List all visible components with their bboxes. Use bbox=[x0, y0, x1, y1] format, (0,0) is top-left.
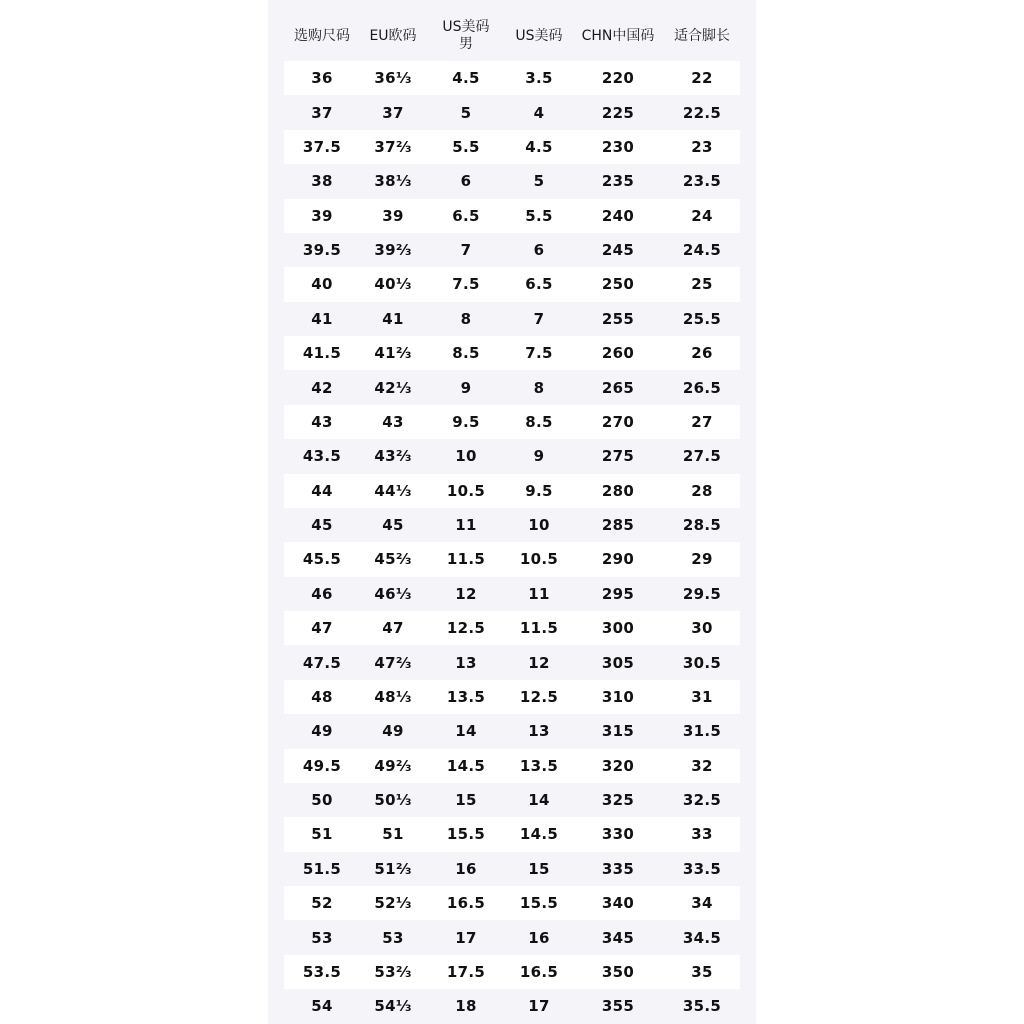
cell-eu-size: 50⅓ bbox=[374, 791, 412, 810]
cell-chn-size: 295 bbox=[601, 584, 635, 603]
cell-us-men-size: 4.5 bbox=[452, 69, 480, 88]
cell-us-men-size: 7 bbox=[460, 241, 472, 260]
cell-us-men-size: 17 bbox=[455, 928, 477, 947]
cell-selected-size: 47 bbox=[311, 619, 333, 638]
cell-foot-length: 22.5 bbox=[682, 103, 722, 122]
cell-us-size: 7.5 bbox=[525, 344, 553, 363]
cell-chn-size: 310 bbox=[601, 687, 635, 706]
cell-chn-size: 350 bbox=[601, 962, 635, 981]
table-row bbox=[284, 336, 740, 370]
cell-chn-size: 330 bbox=[601, 825, 635, 844]
table-row bbox=[284, 95, 740, 129]
cell-foot-length: 26.5 bbox=[682, 378, 722, 397]
cell-eu-size: 37 bbox=[382, 103, 404, 122]
cell-chn-size: 275 bbox=[601, 447, 635, 466]
table-row bbox=[284, 645, 740, 679]
cell-eu-size: 45⅔ bbox=[374, 550, 412, 569]
cell-foot-length: 23 bbox=[691, 137, 713, 156]
cell-us-size: 5 bbox=[533, 172, 545, 191]
cell-eu-size: 54⅓ bbox=[374, 997, 412, 1016]
cell-eu-size: 43 bbox=[382, 412, 404, 431]
cell-foot-length: 31 bbox=[691, 687, 713, 706]
cell-us-size: 14 bbox=[528, 791, 550, 810]
cell-selected-size: 37 bbox=[311, 103, 333, 122]
cell-us-men-size: 12 bbox=[455, 584, 477, 603]
cell-eu-size: 41⅔ bbox=[374, 344, 412, 363]
cell-chn-size: 335 bbox=[601, 859, 635, 878]
cell-selected-size: 36 bbox=[311, 69, 333, 88]
cell-us-men-size: 14 bbox=[455, 722, 477, 741]
cell-us-men-size: 14.5 bbox=[446, 756, 486, 775]
cell-eu-size: 47 bbox=[382, 619, 404, 638]
header-label: CHN中国码 bbox=[581, 27, 655, 44]
cell-chn-size: 280 bbox=[601, 481, 635, 500]
table-body bbox=[284, 61, 740, 1024]
cell-eu-size: 48⅓ bbox=[374, 687, 412, 706]
cell-eu-size: 39⅔ bbox=[374, 241, 412, 260]
cell-chn-size: 245 bbox=[601, 241, 635, 260]
cell-chn-size: 325 bbox=[601, 791, 635, 810]
cell-us-men-size: 8 bbox=[460, 309, 472, 328]
cell-chn-size: 300 bbox=[601, 619, 635, 638]
cell-eu-size: 53 bbox=[382, 928, 404, 947]
header-us-size bbox=[506, 14, 572, 58]
table-row bbox=[284, 955, 740, 989]
cell-us-size: 8 bbox=[533, 378, 545, 397]
cell-chn-size: 320 bbox=[601, 756, 635, 775]
cell-us-size: 17 bbox=[528, 997, 550, 1016]
cell-eu-size: 51⅔ bbox=[374, 859, 412, 878]
cell-us-men-size: 9 bbox=[460, 378, 472, 397]
cell-eu-size: 51 bbox=[382, 825, 404, 844]
cell-chn-size: 260 bbox=[601, 344, 635, 363]
table-row bbox=[284, 233, 740, 267]
header-chn-size bbox=[572, 14, 664, 58]
cell-us-size: 14.5 bbox=[519, 825, 559, 844]
cell-selected-size: 41 bbox=[311, 309, 333, 328]
table-row bbox=[284, 852, 740, 886]
cell-selected-size: 39.5 bbox=[302, 241, 342, 260]
cell-eu-size: 44⅓ bbox=[374, 481, 412, 500]
cell-foot-length: 32.5 bbox=[682, 791, 722, 810]
cell-chn-size: 305 bbox=[601, 653, 635, 672]
cell-selected-size: 47.5 bbox=[302, 653, 342, 672]
header-us-men-size bbox=[426, 14, 506, 58]
header-label: US美码 bbox=[515, 27, 563, 44]
cell-selected-size: 45 bbox=[311, 516, 333, 535]
cell-chn-size: 355 bbox=[601, 997, 635, 1016]
cell-selected-size: 38 bbox=[311, 172, 333, 191]
cell-foot-length: 31.5 bbox=[682, 722, 722, 741]
cell-us-men-size: 6 bbox=[460, 172, 472, 191]
cell-us-men-size: 16.5 bbox=[446, 894, 486, 913]
cell-selected-size: 49 bbox=[311, 722, 333, 741]
header-foot-length bbox=[664, 14, 740, 58]
table-row bbox=[284, 61, 740, 95]
cell-foot-length: 22 bbox=[691, 69, 713, 88]
cell-eu-size: 42⅓ bbox=[374, 378, 412, 397]
cell-us-size: 15.5 bbox=[519, 894, 559, 913]
cell-us-men-size: 10.5 bbox=[446, 481, 486, 500]
table-row bbox=[284, 508, 740, 542]
table-row bbox=[284, 577, 740, 611]
cell-selected-size: 42 bbox=[311, 378, 333, 397]
cell-selected-size: 41.5 bbox=[302, 344, 342, 363]
cell-us-size: 6.5 bbox=[525, 275, 553, 294]
table-row bbox=[284, 370, 740, 404]
cell-selected-size: 40 bbox=[311, 275, 333, 294]
cell-us-size: 12 bbox=[528, 653, 550, 672]
cell-eu-size: 49⅔ bbox=[374, 756, 412, 775]
cell-us-size: 15 bbox=[528, 859, 550, 878]
cell-chn-size: 340 bbox=[601, 894, 635, 913]
cell-selected-size: 51 bbox=[311, 825, 333, 844]
header-label: EU欧码 bbox=[369, 27, 417, 44]
cell-us-size: 6 bbox=[533, 241, 545, 260]
cell-eu-size: 38⅓ bbox=[374, 172, 412, 191]
cell-foot-length: 28.5 bbox=[682, 516, 722, 535]
cell-eu-size: 49 bbox=[382, 722, 404, 741]
table-row bbox=[284, 783, 740, 817]
cell-foot-length: 24.5 bbox=[682, 241, 722, 260]
cell-foot-length: 32 bbox=[691, 756, 713, 775]
cell-us-men-size: 5.5 bbox=[452, 137, 480, 156]
table-row bbox=[284, 439, 740, 473]
cell-us-men-size: 12.5 bbox=[446, 619, 486, 638]
cell-foot-length: 24 bbox=[691, 206, 713, 225]
table-row bbox=[284, 714, 740, 748]
cell-eu-size: 41 bbox=[382, 309, 404, 328]
cell-eu-size: 45 bbox=[382, 516, 404, 535]
cell-us-size: 10 bbox=[528, 516, 550, 535]
table-row bbox=[284, 267, 740, 301]
cell-foot-length: 30 bbox=[691, 619, 713, 638]
cell-us-men-size: 17.5 bbox=[446, 962, 486, 981]
cell-selected-size: 52 bbox=[311, 894, 333, 913]
table-row bbox=[284, 542, 740, 576]
cell-us-men-size: 15.5 bbox=[446, 825, 486, 844]
cell-foot-length: 29 bbox=[691, 550, 713, 569]
cell-foot-length: 25.5 bbox=[682, 309, 722, 328]
cell-eu-size: 40⅓ bbox=[374, 275, 412, 294]
cell-us-size: 13.5 bbox=[519, 756, 559, 775]
cell-selected-size: 46 bbox=[311, 584, 333, 603]
cell-foot-length: 29.5 bbox=[682, 584, 722, 603]
table-row bbox=[284, 474, 740, 508]
cell-selected-size: 45.5 bbox=[302, 550, 342, 569]
table-row bbox=[284, 164, 740, 198]
cell-us-men-size: 13 bbox=[455, 653, 477, 672]
cell-chn-size: 240 bbox=[601, 206, 635, 225]
cell-us-size: 11 bbox=[528, 584, 550, 603]
header-selected-size bbox=[284, 14, 360, 58]
cell-us-size: 10.5 bbox=[519, 550, 559, 569]
cell-chn-size: 220 bbox=[601, 69, 635, 88]
cell-selected-size: 43.5 bbox=[302, 447, 342, 466]
cell-foot-length: 27 bbox=[691, 412, 713, 431]
cell-us-size: 12.5 bbox=[519, 687, 559, 706]
cell-foot-length: 26 bbox=[691, 344, 713, 363]
cell-foot-length: 27.5 bbox=[682, 447, 722, 466]
header-label: 选购尺码 bbox=[294, 27, 350, 44]
cell-foot-length: 23.5 bbox=[682, 172, 722, 191]
size-chart-panel bbox=[268, 0, 756, 1024]
cell-eu-size: 39 bbox=[382, 206, 404, 225]
table-row bbox=[284, 749, 740, 783]
cell-us-size: 3.5 bbox=[525, 69, 553, 88]
table-row bbox=[284, 130, 740, 164]
table-row bbox=[284, 886, 740, 920]
cell-us-size: 8.5 bbox=[525, 412, 553, 431]
cell-foot-length: 34 bbox=[691, 894, 713, 913]
cell-foot-length: 35 bbox=[691, 962, 713, 981]
table-row bbox=[284, 680, 740, 714]
cell-us-men-size: 10 bbox=[455, 447, 477, 466]
cell-us-size: 9 bbox=[533, 447, 545, 466]
cell-us-men-size: 16 bbox=[455, 859, 477, 878]
cell-us-men-size: 9.5 bbox=[452, 412, 480, 431]
table-row bbox=[284, 920, 740, 954]
cell-us-men-size: 11 bbox=[455, 516, 477, 535]
cell-foot-length: 33.5 bbox=[682, 859, 722, 878]
cell-us-men-size: 13.5 bbox=[446, 687, 486, 706]
cell-chn-size: 345 bbox=[601, 928, 635, 947]
cell-selected-size: 37.5 bbox=[302, 137, 342, 156]
table-row bbox=[284, 199, 740, 233]
cell-foot-length: 33 bbox=[691, 825, 713, 844]
cell-foot-length: 35.5 bbox=[682, 997, 722, 1016]
cell-selected-size: 53 bbox=[311, 928, 333, 947]
cell-us-men-size: 7.5 bbox=[452, 275, 480, 294]
cell-us-men-size: 6.5 bbox=[452, 206, 480, 225]
cell-eu-size: 47⅔ bbox=[374, 653, 412, 672]
cell-eu-size: 53⅔ bbox=[374, 962, 412, 981]
cell-foot-length: 28 bbox=[691, 481, 713, 500]
cell-selected-size: 50 bbox=[311, 791, 333, 810]
cell-us-men-size: 15 bbox=[455, 791, 477, 810]
cell-selected-size: 44 bbox=[311, 481, 333, 500]
cell-chn-size: 235 bbox=[601, 172, 635, 191]
cell-chn-size: 230 bbox=[601, 137, 635, 156]
header-label: US美码 男 bbox=[442, 19, 490, 52]
cell-us-size: 7 bbox=[533, 309, 545, 328]
cell-selected-size: 49.5 bbox=[302, 756, 342, 775]
cell-selected-size: 39 bbox=[311, 206, 333, 225]
cell-us-men-size: 5 bbox=[460, 103, 472, 122]
cell-chn-size: 255 bbox=[601, 309, 635, 328]
cell-us-men-size: 11.5 bbox=[446, 550, 486, 569]
table-header bbox=[284, 14, 740, 58]
cell-us-size: 9.5 bbox=[525, 481, 553, 500]
cell-foot-length: 34.5 bbox=[682, 928, 722, 947]
cell-chn-size: 250 bbox=[601, 275, 635, 294]
cell-us-size: 4 bbox=[533, 103, 545, 122]
cell-us-size: 13 bbox=[528, 722, 550, 741]
table-row bbox=[284, 302, 740, 336]
cell-chn-size: 285 bbox=[601, 516, 635, 535]
cell-selected-size: 54 bbox=[311, 997, 333, 1016]
cell-selected-size: 43 bbox=[311, 412, 333, 431]
cell-us-size: 11.5 bbox=[519, 619, 559, 638]
cell-chn-size: 315 bbox=[601, 722, 635, 741]
cell-eu-size: 46⅓ bbox=[374, 584, 412, 603]
table-row bbox=[284, 405, 740, 439]
header-eu-size bbox=[360, 14, 426, 58]
cell-foot-length: 25 bbox=[691, 275, 713, 294]
cell-chn-size: 290 bbox=[601, 550, 635, 569]
cell-us-size: 4.5 bbox=[525, 137, 553, 156]
cell-eu-size: 36⅓ bbox=[374, 69, 412, 88]
cell-chn-size: 270 bbox=[601, 412, 635, 431]
cell-us-size: 16 bbox=[528, 928, 550, 947]
cell-foot-length: 30.5 bbox=[682, 653, 722, 672]
cell-eu-size: 37⅔ bbox=[374, 137, 412, 156]
cell-chn-size: 225 bbox=[601, 103, 635, 122]
cell-selected-size: 48 bbox=[311, 687, 333, 706]
header-label: 适合脚长 bbox=[674, 27, 730, 44]
table-row bbox=[284, 611, 740, 645]
table-row bbox=[284, 817, 740, 851]
cell-eu-size: 52⅓ bbox=[374, 894, 412, 913]
cell-chn-size: 265 bbox=[601, 378, 635, 397]
cell-us-men-size: 8.5 bbox=[452, 344, 480, 363]
cell-us-men-size: 18 bbox=[455, 997, 477, 1016]
cell-eu-size: 43⅔ bbox=[374, 447, 412, 466]
table-row bbox=[284, 989, 740, 1023]
cell-selected-size: 53.5 bbox=[302, 962, 342, 981]
cell-us-size: 5.5 bbox=[525, 206, 553, 225]
cell-selected-size: 51.5 bbox=[302, 859, 342, 878]
cell-us-size: 16.5 bbox=[519, 962, 559, 981]
